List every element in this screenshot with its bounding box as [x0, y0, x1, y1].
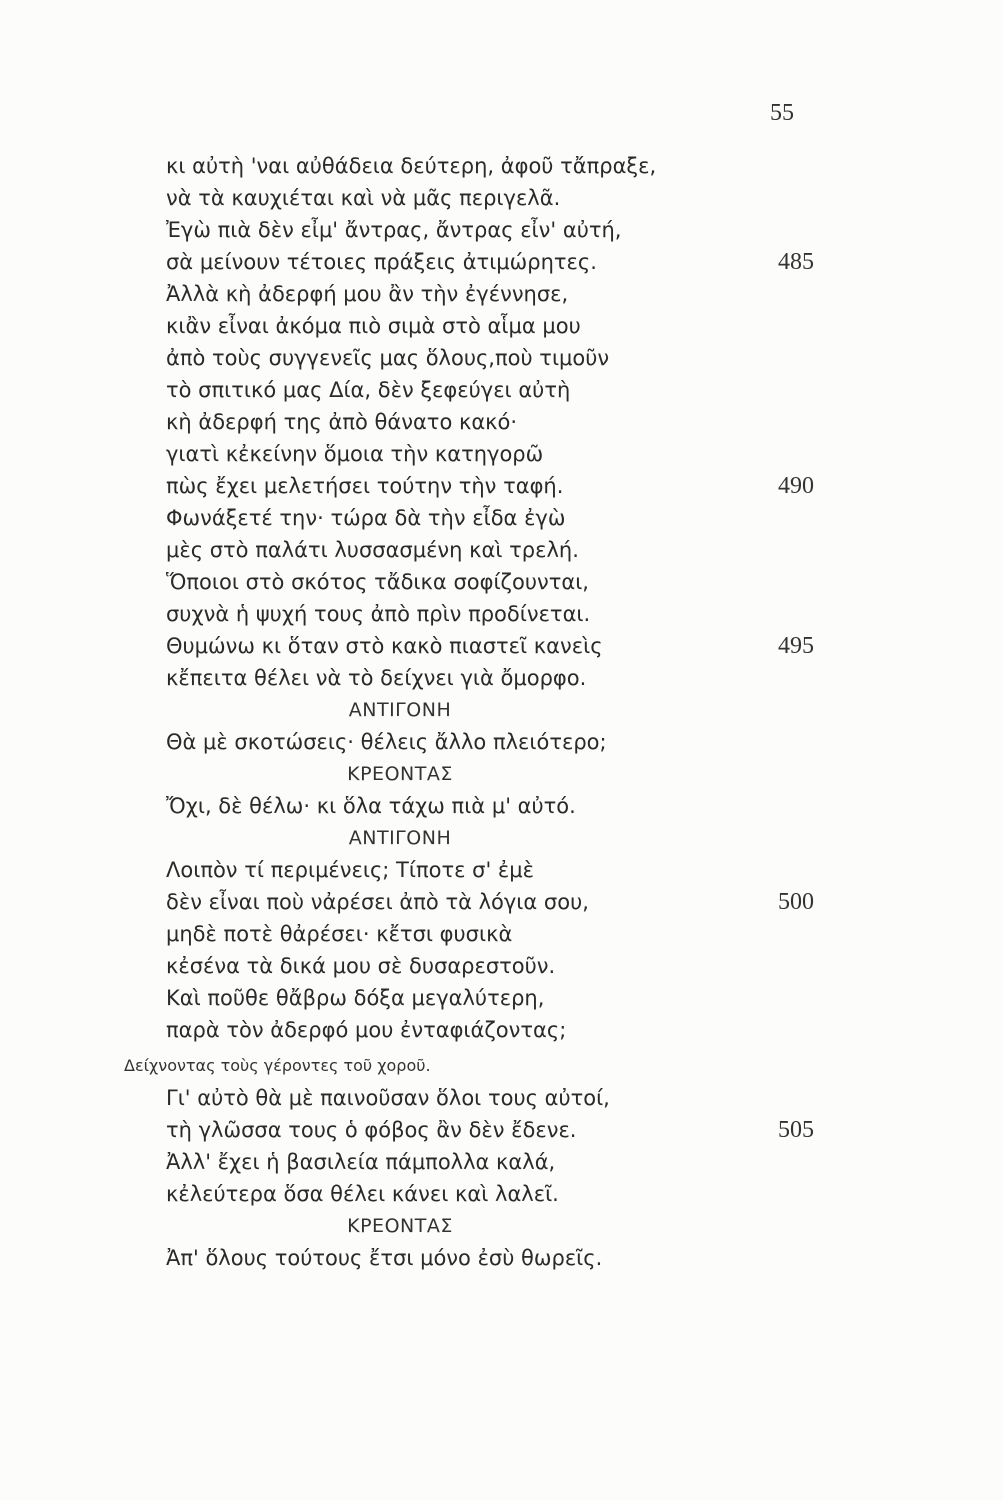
- verse-text: τὸ σπιτικό μας Δία, δὲν ξεφεύγει αὐτὴ: [166, 378, 571, 402]
- verse-text: νὰ τὰ καυχιέται καὶ νὰ μᾶς περιγελᾶ.: [166, 186, 561, 210]
- speaker-name: ΑΝΤΙΓΟΝΗ: [348, 699, 452, 721]
- stage-direction-row: [0, 1046, 1003, 1082]
- verse-line: [0, 790, 1003, 822]
- verse-text: κὴ ἀδερφή της ἀπὸ θάνατο κακό·: [166, 410, 518, 434]
- verse-text: Λοιπὸν τί περιμένεις; Τίποτε σ' ἐμὲ: [166, 858, 534, 882]
- verse-line: [0, 886, 1003, 918]
- verse-text: μηδὲ ποτὲ θἀρέσει· κἔτσι φυσικὰ: [166, 922, 513, 946]
- page-number: 55: [770, 100, 794, 126]
- verse-text: κἔπειτα θέλει νὰ τὸ δείχνει γιὰ ὄμορφο.: [166, 666, 587, 690]
- speaker-row: [0, 758, 1003, 790]
- verse-line: [0, 726, 1003, 758]
- verse-text: Ὄχι, δὲ θέλω· κι ὅλα τάχω πιὰ μ' αὐτό.: [166, 794, 576, 818]
- verse-line: [0, 982, 1003, 1014]
- verse-text: κι αὐτὴ 'ναι αὐθάδεια δεύτερη, ἀφοῦ τἄπραξε,: [166, 154, 657, 178]
- verse-text: τὴ γλῶσσα τους ὁ φόβος ἂν δὲν ἔδενε.: [166, 1118, 577, 1142]
- verse-line: [0, 854, 1003, 886]
- verse-text: Ὅποιοι στὸ σκότος τἄδικα σοφίζουνται,: [166, 570, 589, 594]
- verse-text: δὲν εἶναι ποὺ νἀρέσει ἀπὸ τὰ λόγια σου,: [166, 890, 589, 914]
- verse-text: Θὰ μὲ σκοτώσεις· θέλεις ἄλλο πλειότερο;: [166, 730, 607, 754]
- verse-line: [0, 246, 1003, 278]
- speaker-row: [0, 822, 1003, 854]
- verse-line: [0, 214, 1003, 246]
- verse-text: σὰ μείνουν τέτοιες πράξεις ἀτιμώρητες.: [166, 250, 597, 274]
- verse-line: [0, 534, 1003, 566]
- verse-text: ἀπὸ τοὺς συγγενεῖς μας ὅλους,ποὺ τιμοῦν: [166, 346, 610, 370]
- verse-line: [0, 1242, 1003, 1274]
- verse-text: κἐσένα τὰ δικά μου σὲ δυσαρεστοῦν.: [166, 954, 556, 978]
- stage-direction: Δείχνοντας τοὺς γέροντες τοῦ χοροῦ.: [124, 1056, 431, 1075]
- verse-line: [0, 950, 1003, 982]
- verse-text: κιἂν εἶναι ἀκόμα πιὸ σιμὰ στὸ αἷμα μου: [166, 314, 581, 338]
- speaker-row: [0, 1210, 1003, 1242]
- verse-text: Ἀλλ' ἔχει ἡ βασιλεία πάμπολλα καλά,: [166, 1150, 556, 1174]
- verse-line: [0, 310, 1003, 342]
- verse-text: Ἀλλὰ κὴ ἀδερφή μου ἂν τὴν ἐγέννησε,: [166, 282, 569, 306]
- verse-text: Γι' αὐτὸ θὰ μὲ παινοῦσαν ὅλοι τους αὐτοί,: [166, 1086, 610, 1110]
- verse-line: [0, 1178, 1003, 1210]
- line-number: 485: [778, 249, 814, 275]
- verse-line: [0, 662, 1003, 694]
- verse-text: Ἐγὼ πιὰ δὲν εἶμ' ἄντρας, ἄντρας εἶν' αὐτή,: [166, 218, 622, 242]
- verse-line: [0, 1146, 1003, 1178]
- verse-line: [0, 598, 1003, 630]
- line-number: 495: [778, 633, 814, 659]
- verse-line: [0, 406, 1003, 438]
- line-number: 500: [778, 889, 814, 915]
- verse-text: μὲς στὸ παλάτι λυσσασμένη καὶ τρελή.: [166, 538, 579, 562]
- verse-text: παρὰ τὸν ἀδερφό μου ἐνταφιάζοντας;: [166, 1018, 567, 1042]
- speaker-name: ΑΝΤΙΓΟΝΗ: [348, 827, 452, 849]
- verse-line: [0, 630, 1003, 662]
- verse-line: [0, 1114, 1003, 1146]
- verse-text: συχνὰ ἡ ψυχή τους ἀπὸ πρὶν προδίνεται.: [166, 602, 591, 626]
- verse-line: [0, 374, 1003, 406]
- line-number: 505: [778, 1117, 814, 1143]
- verse-line: [0, 1082, 1003, 1114]
- verse-line: [0, 470, 1003, 502]
- verse-text: πὼς ἔχει μελετήσει τούτην τὴν ταφή.: [166, 474, 564, 498]
- verse-text: κἐλεύτερα ὅσα θέλει κάνει καὶ λαλεῖ.: [166, 1182, 559, 1206]
- speaker-name: ΚΡΕΟΝΤΑΣ: [347, 763, 453, 785]
- verse-line: [0, 278, 1003, 310]
- verse-text: γιατὶ κἐκείνην ὅμοια τὴν κατηγορῶ: [166, 442, 544, 466]
- verse-line: [0, 502, 1003, 534]
- speaker-row: [0, 694, 1003, 726]
- play-text: [0, 150, 1003, 1274]
- verse-line: [0, 150, 1003, 182]
- verse-text: Θυμώνω κι ὅταν στὸ κακὸ πιαστεῖ κανεὶς: [166, 634, 603, 658]
- verse-line: [0, 342, 1003, 374]
- verse-text: Καὶ ποῦθε θἄβρω δόξα μεγαλύτερη,: [166, 986, 545, 1010]
- verse-line: [0, 182, 1003, 214]
- verse-line: [0, 918, 1003, 950]
- line-number: 490: [778, 473, 814, 499]
- verse-line: [0, 438, 1003, 470]
- verse-text: Φωνάξετέ την· τώρα δὰ τὴν εἶδα ἐγὼ: [166, 506, 566, 530]
- verse-text: Ἀπ' ὅλους τούτους ἔτσι μόνο ἐσὺ θωρεῖς.: [166, 1246, 603, 1270]
- speaker-name: ΚΡΕΟΝΤΑΣ: [347, 1215, 453, 1237]
- verse-line: [0, 566, 1003, 598]
- verse-line: [0, 1014, 1003, 1046]
